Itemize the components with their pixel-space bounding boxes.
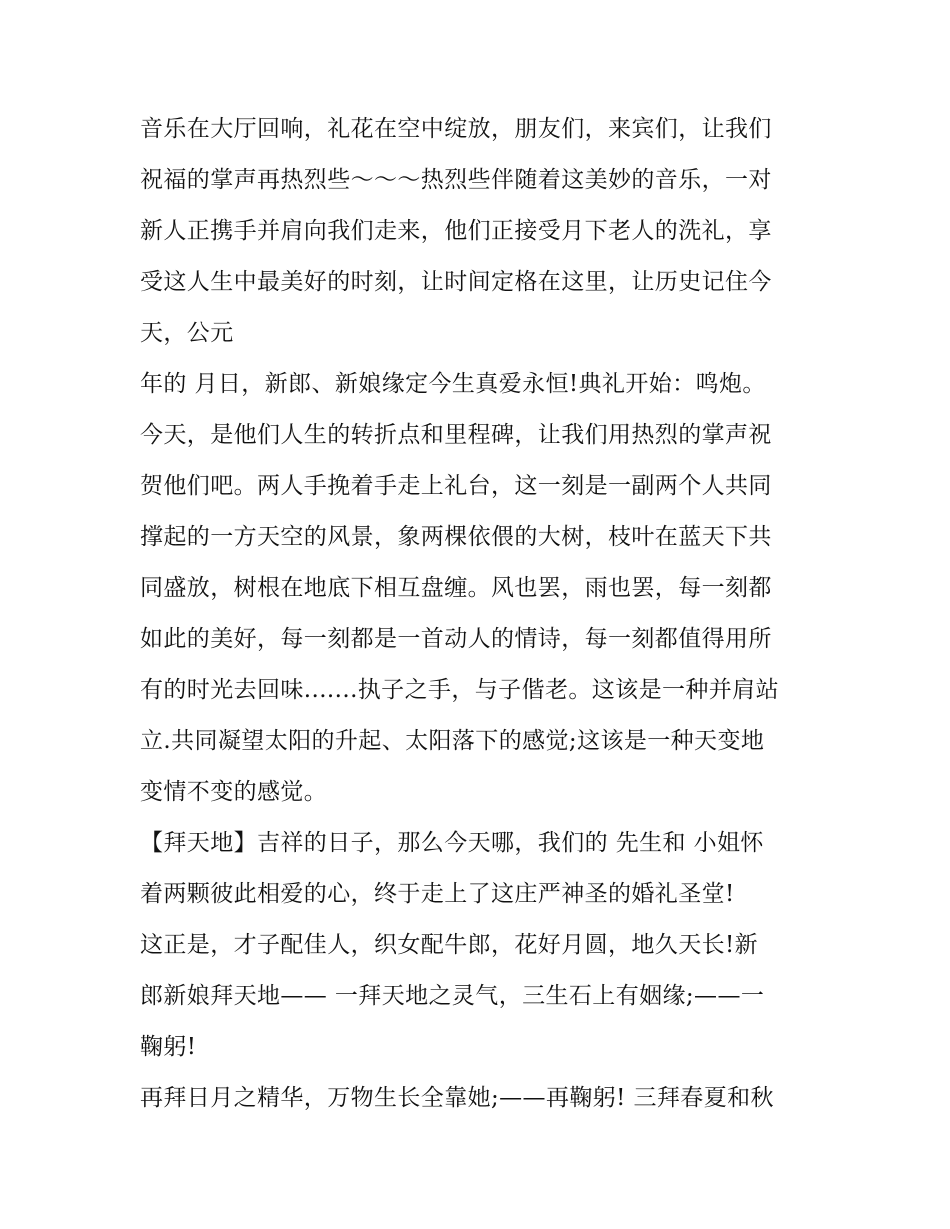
text-line: 【拜天地】吉祥的日子，那么今天哪，我们的 先生和 小姐怀	[140, 830, 764, 856]
text-line: 同盛放，树根在地底下相互盘缠。风也罢，雨也罢，每一刻都	[140, 575, 772, 601]
text-line: 变情不变的感觉。	[140, 779, 328, 805]
text-line: 祝福的掌声再热烈些～～～热烈些伴随着这美妙的音乐，一对	[140, 167, 772, 193]
text-line: 贺他们吧。两人手挽着手走上礼台，这一刻是一副两个人共同	[140, 473, 772, 499]
text-line: 鞠躬!	[140, 1034, 197, 1060]
text-line: 这正是，才子配佳人，织女配牛郎，花好月圆，地久天长!新	[140, 932, 759, 958]
text-line: 再拜日月之精华，万物生长全靠她;——再鞠躬! 三拜春夏和秋	[140, 1085, 774, 1111]
text-line: 年的 月日，新郎、新娘缘定今生真爱永恒!典礼开始：鸣炮。	[140, 371, 766, 397]
text-line: 立.共同凝望太阳的升起、太阳落下的感觉;这该是一种天变地	[140, 728, 765, 754]
text-line: 撑起的一方天空的风景，象两棵依偎的大树，枝叶在蓝天下共	[140, 524, 772, 550]
text-line: 着两颗彼此相爱的心，终于走上了这庄严神圣的婚礼圣堂!	[140, 881, 735, 907]
text-line: 音乐在大厅回响，礼花在空中绽放，朋友们，来宾们，让我们	[140, 116, 772, 142]
text-line: 天，公元	[140, 320, 234, 346]
text-line: 如此的美好，每一刻都是一首动人的情诗，每一刻都值得用所	[140, 626, 772, 652]
text-line: 郎新娘拜天地—— 一拜天地之灵气，三生石上有姻缘;——一	[140, 983, 765, 1009]
text-line: 新人正携手并肩向我们走来，他们正接受月下老人的洗礼，享	[140, 218, 772, 244]
text-line: 受这人生中最美好的时刻，让时间定格在这里，让历史记住今	[140, 269, 772, 295]
text-line: 有的时光去回味.......执子之手，与子偕老。这该是一种并肩站	[140, 677, 779, 703]
text-line: 今天，是他们人生的转折点和里程碑，让我们用热烈的掌声祝	[140, 422, 772, 448]
document-body	[140, 108, 820, 1128]
